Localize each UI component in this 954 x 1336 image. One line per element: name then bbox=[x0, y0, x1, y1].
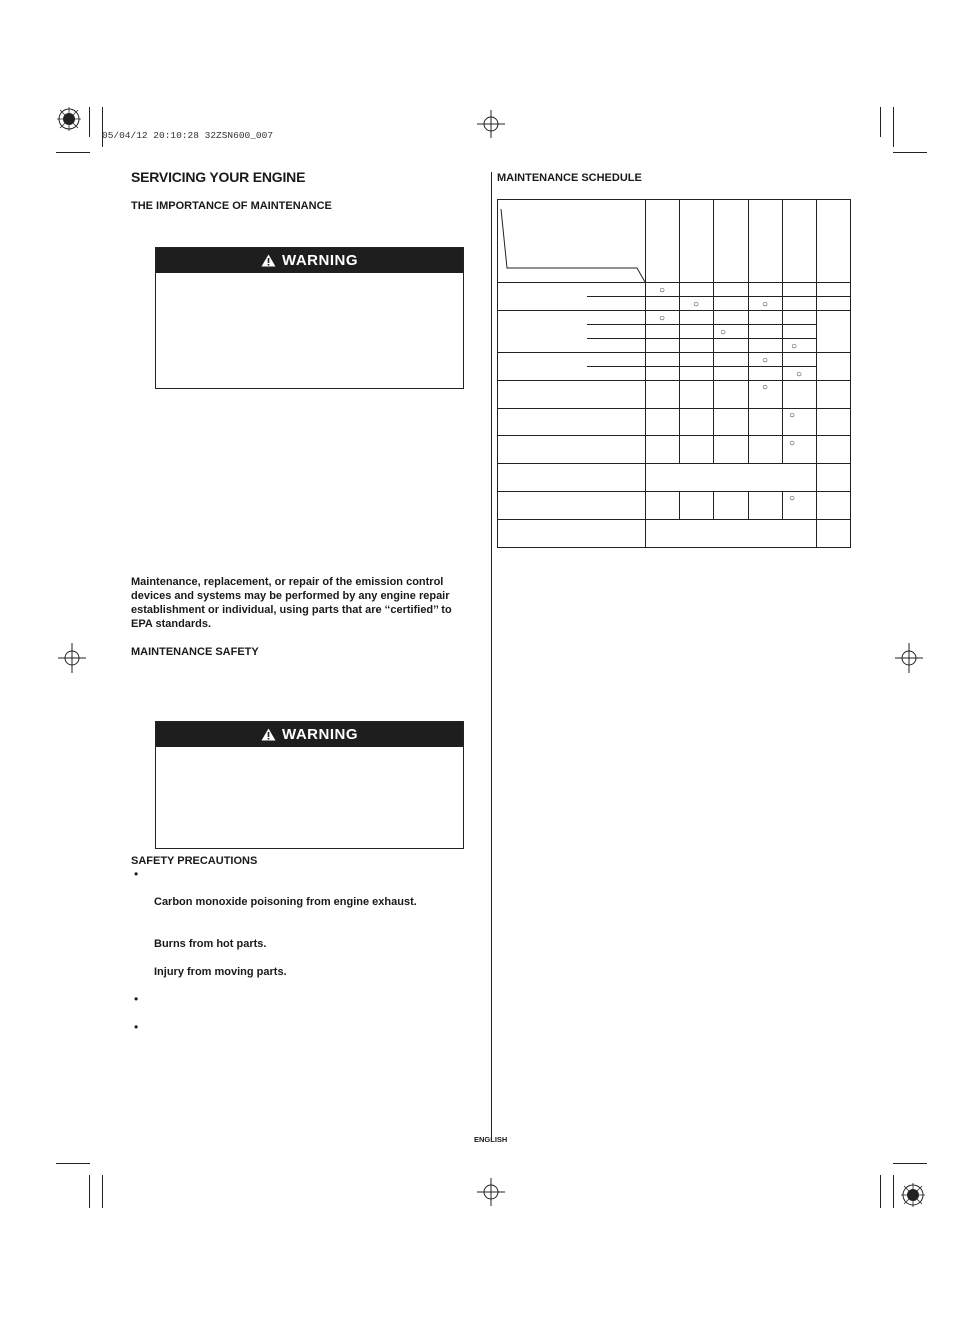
crosshair-icon bbox=[893, 643, 925, 673]
schedule-mark: ○ bbox=[788, 493, 796, 504]
hazard-item: Carbon monoxide poisoning from engine exhaust. bbox=[154, 896, 417, 908]
paragraph-line: establishment or individual, using parts that are ‘‘certified’’ to bbox=[131, 604, 452, 616]
warning-triangle-icon bbox=[261, 254, 276, 267]
bullet: • bbox=[134, 867, 139, 881]
registration-target-icon bbox=[897, 1179, 929, 1211]
emission-paragraph bbox=[131, 575, 471, 631]
warning-triangle-icon bbox=[261, 728, 276, 741]
schedule-mark: ○ bbox=[692, 299, 700, 310]
importance-heading: THE IMPORTANCE OF MAINTENANCE bbox=[131, 200, 332, 212]
crop-mark bbox=[102, 107, 103, 147]
crop-mark bbox=[893, 152, 927, 153]
hazard-item: Injury from moving parts. bbox=[154, 966, 287, 978]
warning-label: WARNING bbox=[282, 252, 358, 269]
schedule-mark: ○ bbox=[658, 313, 666, 324]
page-title: SERVICING YOUR ENGINE bbox=[131, 169, 306, 185]
footer-language: ENGLISH bbox=[474, 1135, 508, 1144]
schedule-mark: ○ bbox=[788, 438, 796, 449]
schedule-mark: ○ bbox=[788, 410, 796, 421]
crop-mark bbox=[89, 1175, 90, 1208]
schedule-mark: ○ bbox=[795, 369, 803, 380]
crop-mark bbox=[89, 107, 90, 137]
paragraph-line: Maintenance, replacement, or repair of the emission control bbox=[131, 576, 444, 588]
schedule-mark: ○ bbox=[658, 285, 666, 296]
crosshair-icon bbox=[475, 1178, 507, 1206]
column-divider bbox=[491, 172, 492, 1140]
safety-heading: MAINTENANCE SAFETY bbox=[131, 646, 259, 658]
crop-mark bbox=[56, 152, 90, 153]
schedule-mark: ○ bbox=[761, 299, 769, 310]
warning-bar bbox=[156, 248, 463, 273]
crop-mark bbox=[880, 1175, 881, 1208]
precautions-heading: SAFETY PRECAUTIONS bbox=[131, 855, 258, 867]
paragraph-line: EPA standards. bbox=[131, 618, 212, 630]
registration-target-icon bbox=[53, 103, 85, 135]
warning-box-2 bbox=[155, 721, 464, 849]
crop-mark bbox=[893, 1163, 927, 1164]
hazard-item: Burns from hot parts. bbox=[154, 938, 267, 950]
print-mark: 05/04/12 20:10:28 32ZSN600_007 bbox=[102, 130, 274, 141]
warning-bar bbox=[156, 722, 463, 747]
schedule-mark: ○ bbox=[761, 355, 769, 366]
maintenance-schedule-table bbox=[497, 199, 851, 548]
crop-mark bbox=[56, 1163, 90, 1164]
warning-box-1 bbox=[155, 247, 464, 389]
bullet: • bbox=[134, 992, 139, 1006]
warning-label: WARNING bbox=[282, 726, 358, 743]
schedule-mark: ○ bbox=[719, 327, 727, 338]
schedule-mark: ○ bbox=[761, 382, 769, 393]
crop-mark bbox=[880, 107, 881, 137]
crosshair-icon bbox=[56, 643, 88, 673]
crop-mark bbox=[102, 1175, 103, 1208]
paragraph-line: devices and systems may be performed by any engine repair bbox=[131, 590, 450, 602]
crosshair-icon bbox=[475, 110, 507, 138]
schedule-mark: ○ bbox=[790, 341, 798, 352]
crop-mark bbox=[893, 107, 894, 147]
crop-mark bbox=[893, 1175, 894, 1208]
bullet: • bbox=[134, 1020, 139, 1034]
schedule-heading: MAINTENANCE SCHEDULE bbox=[497, 172, 642, 184]
